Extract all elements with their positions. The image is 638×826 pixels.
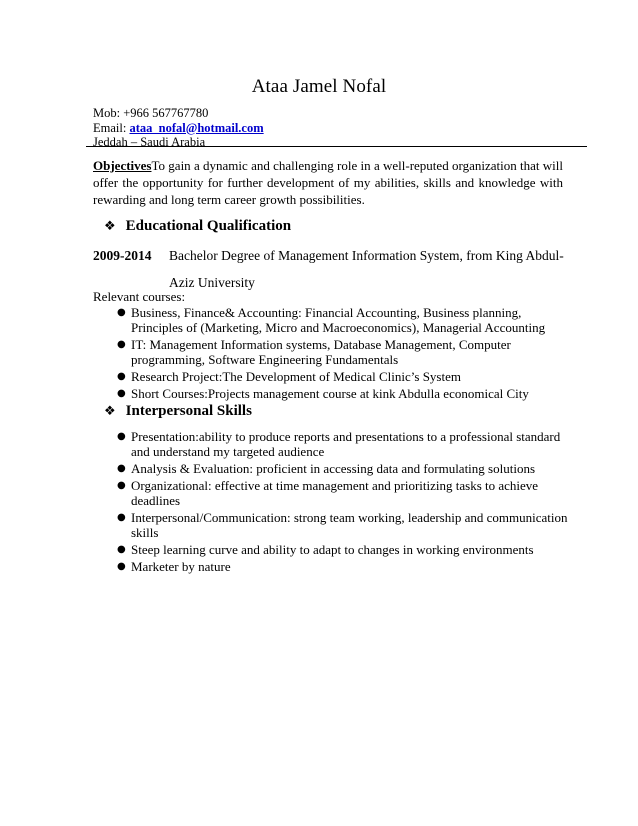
education-heading-text: Educational Qualification <box>125 218 292 234</box>
list-item-text: Research Project:The Development of Medical Clinic’s System <box>131 369 461 384</box>
bullet-icon: ● <box>117 512 126 523</box>
bullet-icon: ● <box>117 480 126 491</box>
list-item-text: Short Courses:Projects management course at kink Abdulla economical City <box>131 386 529 401</box>
bullet-icon: ● <box>117 463 126 474</box>
bullet-icon: ● <box>117 388 126 399</box>
list-item-text: Analysis & Evaluation: proficient in accessing data and formulating solutions <box>131 461 535 476</box>
list-item <box>93 429 573 459</box>
list-item-text: Business, Finance& Accounting: Financial Accounting, Business planning, Principles of (Marketing, Micro and Macroeconomics), Managerial Accounting <box>131 305 546 335</box>
diamond-bullet-icon: ❖ <box>104 404 116 419</box>
list-item-text: Presentation:ability to produce reports and presentations to a professional standard and understand my targeted audience <box>131 429 561 459</box>
relevant-courses-label: Relevant courses: <box>93 289 186 304</box>
objectives-section <box>93 157 563 208</box>
objectives-label: Objectives <box>93 158 152 173</box>
candidate-name: Ataa Jamel Nofal <box>251 76 387 97</box>
email-link[interactable]: ataa_nofal@hotmail.com <box>129 120 264 135</box>
education-year: 2009-2014 <box>93 248 152 263</box>
education-heading <box>104 218 291 235</box>
list-item-text: IT: Management Information systems, Database Management, Computer programming, Software Engineering Fundamentals <box>131 337 511 367</box>
bullet-icon: ● <box>117 371 126 382</box>
bullet-icon: ● <box>117 307 126 318</box>
list-item-text: Steep learning curve and ability to adapt to changes in working environments <box>131 542 534 557</box>
education-degree: Bachelor Degree of Management Information System, from King Abdul-Aziz University <box>169 248 564 290</box>
list-item-text: Marketer by nature <box>131 559 231 574</box>
list-item <box>93 337 573 367</box>
email-line <box>93 121 264 136</box>
list-item <box>93 510 573 540</box>
list-item <box>93 542 573 557</box>
header-divider <box>86 146 587 147</box>
email-label: Email: <box>93 120 130 135</box>
bullet-icon: ● <box>117 431 126 442</box>
contact-block <box>93 106 264 150</box>
list-item <box>93 386 573 401</box>
list-item <box>93 305 573 335</box>
list-item <box>93 461 573 476</box>
list-item <box>93 559 573 574</box>
location: Jeddah – Saudi Arabia <box>93 135 206 149</box>
mobile-number: Mob: +966 567767780 <box>93 106 209 120</box>
diamond-bullet-icon: ❖ <box>104 219 116 234</box>
list-item-text: Organizational: effective at time management and prioritizing tasks to achieve deadlines <box>131 478 539 508</box>
skills-heading-text: Interpersonal Skills <box>125 403 252 419</box>
courses-list <box>93 305 573 403</box>
skills-heading <box>104 403 252 420</box>
bullet-icon: ● <box>117 544 126 555</box>
list-item-text: Interpersonal/Communication: strong team working, leadership and communication skills <box>131 510 568 540</box>
bullet-icon: ● <box>117 561 126 572</box>
objectives-text: To gain a dynamic and challenging role in a well-reputed organization that will offer the opportunity for further development of my abilities, skills and knowledge with rewarding and long term career growth possibilities. <box>93 158 563 207</box>
bullet-icon: ● <box>117 339 126 350</box>
skills-list <box>93 429 573 576</box>
list-item <box>93 369 573 384</box>
list-item <box>93 478 573 508</box>
